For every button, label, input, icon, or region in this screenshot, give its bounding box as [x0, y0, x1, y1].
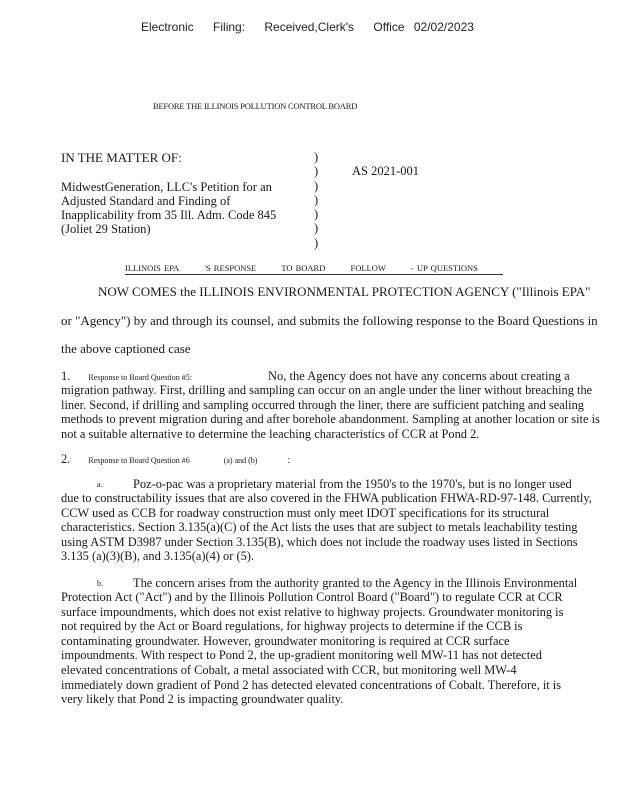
intro-line-1: NOW COMES the ILLINOIS ENVIRONMENTAL PROTECTION AGENCY ("Illinois EPA": [98, 284, 591, 299]
caption-parentheses: ) ) ) ) ) ) ): [314, 150, 319, 250]
stamp-received: Received,Clerk's: [264, 20, 355, 34]
response-title-w3: TO BOARD: [281, 263, 326, 273]
response-title: [125, 263, 503, 275]
response-title-w1: ILLINOIS EPA: [125, 263, 180, 273]
item-a-first-line: Poz-o-pac was a proprietary material from the 1950's to the 1970's, but is no longer used: [133, 477, 572, 491]
stamp-filing: Filing:: [213, 20, 246, 34]
response-title-w2: 'S RESPONSE: [204, 263, 257, 273]
q5-body: migration pathway. First, drilling and sampling can occur on an angle under the liner without breaching the liner. Second, if drilling and sampling occurred through the liner, there are sufficient patching and sealing methods to prevent migration during and after borehole abandonment. Sampling at another location or site is not a suitable alternative to determine the leaching characteristics of CCR at Pond 2.: [61, 383, 600, 441]
stamp-electronic: Electronic: [141, 20, 194, 34]
filing-stamp: [141, 20, 490, 34]
response-title-w5: - UP QUESTIONS: [411, 263, 478, 273]
item-a-body: due to constructability issues that are also covered in the FHWA publication FHWA-RD-97-148. Currently, CCW used as CCB for roadway construction must only meet IDOT specifications for its structural characteristics. Section 3.135(a)(C) of the Act lists the uses that are subject to metals leachability testing using ASTM D3987 under Section 3.135(B), which does not include the roadway uses listed in Sections 3.135 (a)(3)(B), and 3.135(a)(4) or (5).: [61, 491, 592, 564]
q5-label: Response to Board Question #5:: [88, 373, 192, 382]
item-a-label: a.: [97, 480, 103, 489]
intro-line-3: the above captioned case: [61, 341, 191, 356]
board-heading: BEFORE THE ILLINOIS POLLUTION CONTROL BOARD: [153, 101, 358, 111]
item-b-first-line: The concern arises from the authority granted to the Agency in the Illinois Environmental: [133, 576, 578, 590]
question-5-heading: [61, 369, 192, 384]
stamp-date: 02/02/2023: [413, 20, 474, 34]
question-6-heading: [61, 452, 290, 467]
intro-line-2: or "Agency") by and through its counsel, and submits the following response to the Board Questions in: [61, 313, 598, 328]
petition-caption: MidwestGeneration, LLC's Petition for an Adjusted Standard and Finding of Inapplicability from 35 Ill. Adm. Code 845 (Joliet 29 Station): [61, 180, 277, 236]
response-title-w4: FOLLOW: [350, 263, 386, 273]
q6-ab: (a) and (b): [223, 456, 258, 465]
item-b-label: b.: [97, 579, 103, 588]
q6-number: 2.: [61, 452, 71, 466]
q5-number: 1.: [61, 369, 71, 383]
item-b-body: Protection Act ("Act") and by the Illinois Pollution Control Board ("Board") to regulate CCR at CCR surface impoundments, which does not exist relative to highway projects. Groundwater monitoring is not required by the Act or Board regulations, for highway projects to determine if the CCB is contaminating groundwater. However, groundwater monitoring is required at CCR surface impoundments. With respect to Pond 2, the up-gradient monitoring well MW-11 has not detected elevated concentrations of Cobalt, a metal associated with CCR, but monitoring well MW-4 immediately down gradient of Pond 2 has detected elevated concentrations of Cobalt. Therefore, it is very likely that Pond 2 is impacting groundwater quality.: [61, 590, 564, 707]
q6-colon: :: [287, 455, 291, 466]
case-number: AS 2021-001: [352, 164, 420, 178]
q5-first-line: No, the Agency does not have any concerns about creating a: [268, 369, 570, 383]
stamp-office: Office: [373, 20, 405, 34]
in-the-matter: IN THE MATTER OF:: [61, 150, 182, 165]
q6-label: Response to Board Question #6: [88, 456, 190, 465]
